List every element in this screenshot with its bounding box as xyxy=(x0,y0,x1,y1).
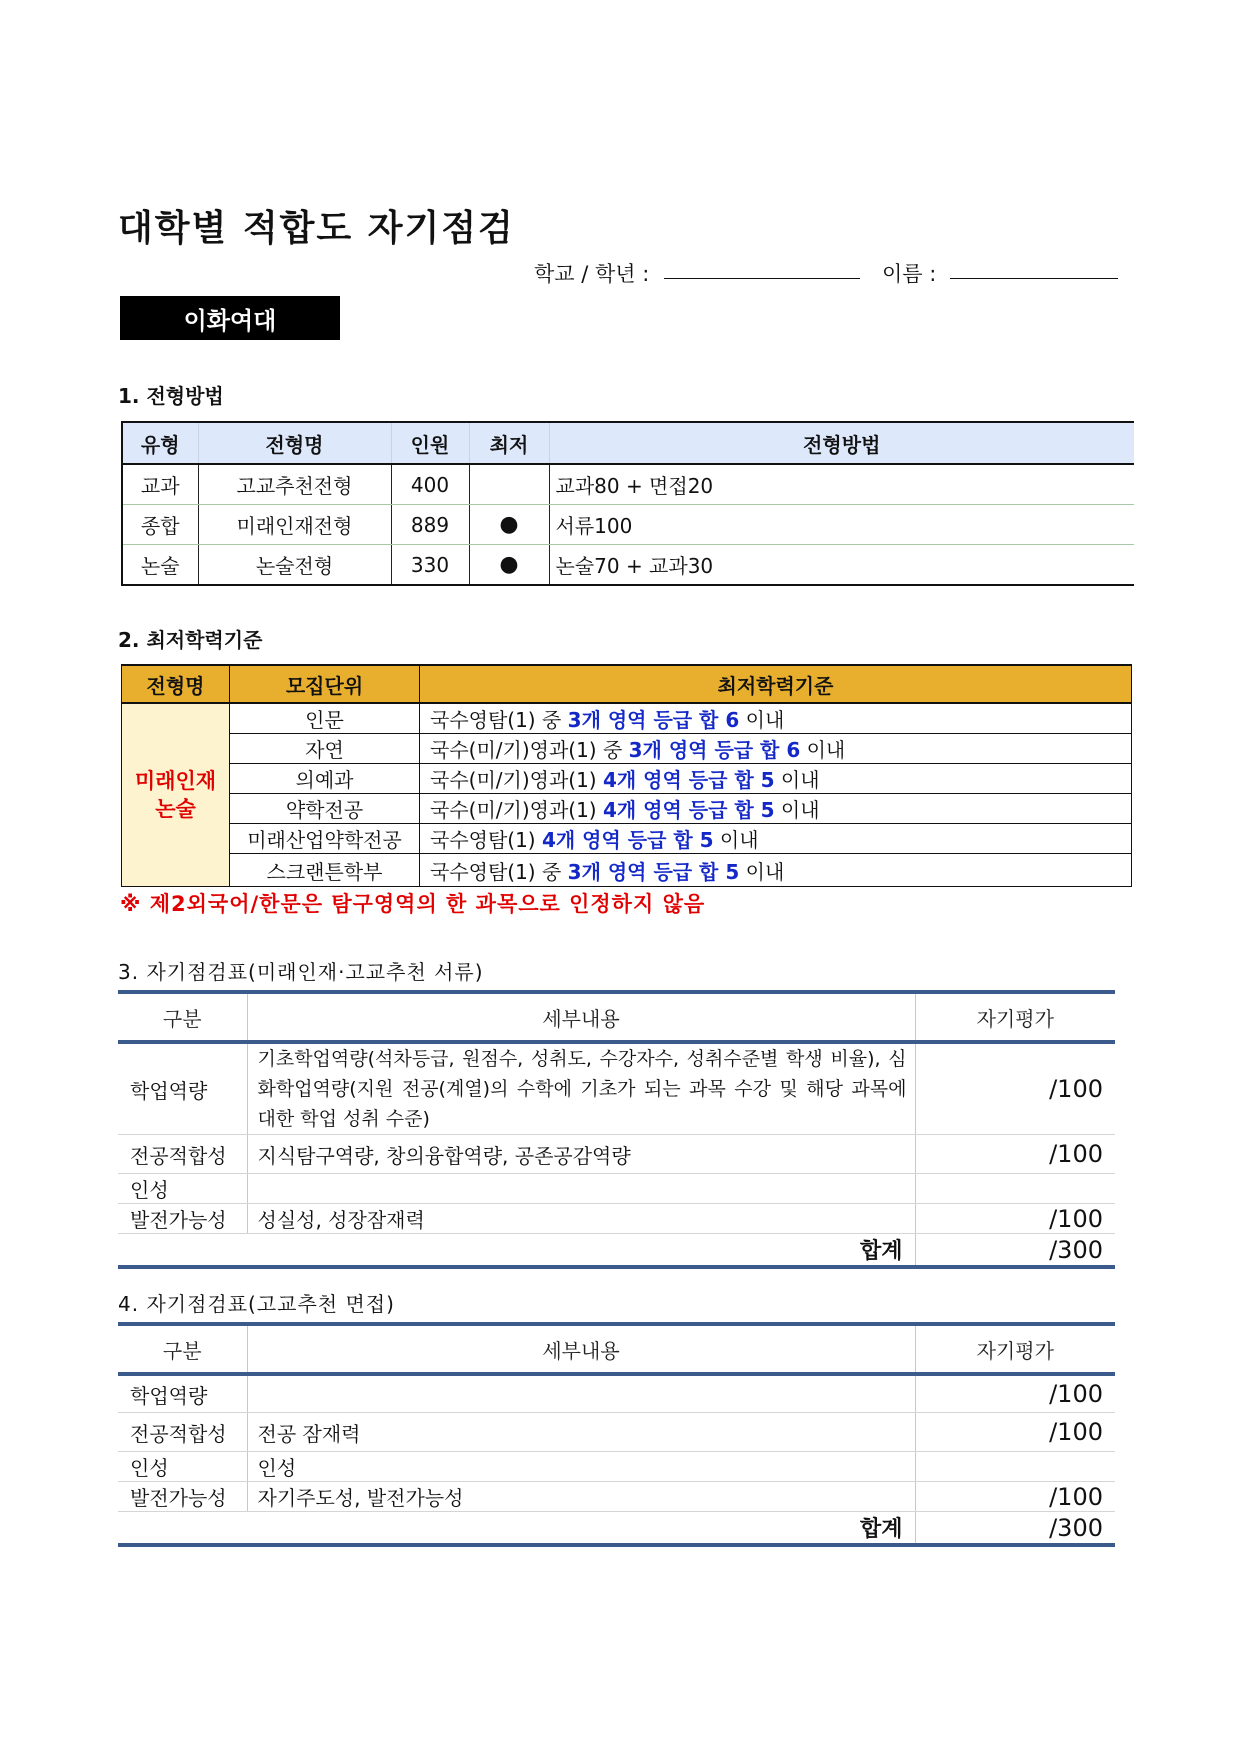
col-count: 인원 xyxy=(391,422,469,464)
cell-score[interactable]: /100 xyxy=(915,1204,1115,1234)
col-category: 구분 xyxy=(162,1006,202,1031)
table-row xyxy=(122,764,1132,794)
cell-unit: 인문 xyxy=(230,703,420,734)
section2-title: 2. 최저학력기준 xyxy=(118,628,263,652)
cell-type: 교과 xyxy=(122,464,198,505)
table-row xyxy=(118,1374,1115,1413)
cell-category: 학업역량 xyxy=(118,1374,247,1413)
cell-empty xyxy=(118,1234,247,1268)
cell-detail xyxy=(247,1374,915,1413)
criteria-grade-sum: 3개 영역 등급 합 6 xyxy=(628,738,801,762)
criteria-subjects: 국수영탐(1) 중 xyxy=(430,859,568,884)
cell-unit: 스크랜튼학부 xyxy=(230,854,420,887)
table-row xyxy=(122,545,1134,586)
criteria-subjects: 국수(미/기)영과(1) 중 xyxy=(430,738,629,762)
total-label: 합계 xyxy=(247,1234,915,1268)
cell-category: 전공적합성 xyxy=(118,1135,247,1174)
table-row xyxy=(122,734,1132,764)
col-category: 구분 xyxy=(162,1338,202,1363)
cell-category: 학업역량 xyxy=(118,1042,247,1135)
cell-score[interactable] xyxy=(915,1452,1115,1482)
cell-type: 논술 xyxy=(122,545,198,586)
cell-unit: 자연 xyxy=(230,734,420,764)
name-label: 이름 : xyxy=(882,262,937,286)
criteria-suffix: 이내 xyxy=(774,798,820,822)
table-row xyxy=(118,1174,1115,1204)
col-method: 전형방법 xyxy=(549,422,1134,464)
cell-name: 고교추천전형 xyxy=(198,464,391,505)
table-row xyxy=(118,1482,1115,1512)
foreign-language-note: ※ 제2외국어/한문은 탐구영역의 한 과목으로 인정하지 않음 xyxy=(120,892,706,916)
school-grade-blank xyxy=(664,278,860,279)
cell-detail: 성실성, 성장잠재력 xyxy=(247,1204,915,1234)
cell-detail xyxy=(247,1174,915,1204)
table-header-row xyxy=(118,992,1115,1042)
criteria-suffix: 이내 xyxy=(739,859,785,884)
cell-empty xyxy=(118,1512,247,1546)
col-detail: 세부내용 xyxy=(247,992,915,1042)
cell-score[interactable]: /100 xyxy=(915,1042,1115,1135)
cell-method: 교과80 + 면접20 xyxy=(549,464,1134,505)
cell-detail: 인성 xyxy=(247,1452,915,1482)
document-title: 대학별 적합도 자기점검 xyxy=(118,208,515,249)
col-unit: 모집단위 xyxy=(230,665,420,703)
cell-detail: 기초학업역량(석차등급, 원점수, 성취도, 수강자수, 성취수준별 학생 비율), 심화학업역량(지원 전공(계열)의 수학에 기초가 되는 과목 수강 및 해당 과목에 대한 학업 성취 수준) xyxy=(247,1042,915,1135)
document-self-check-table xyxy=(118,990,1115,1269)
cell-category: 인성 xyxy=(118,1174,247,1204)
cell-min xyxy=(469,464,549,505)
cell-criteria xyxy=(420,734,1132,764)
cell-criteria xyxy=(420,703,1132,734)
cell-criteria xyxy=(420,794,1132,824)
merged-track-cell: 미래인재 논술 xyxy=(122,703,230,887)
cell-criteria xyxy=(420,854,1132,887)
cell-category: 인성 xyxy=(118,1452,247,1482)
table-row xyxy=(122,505,1134,545)
cell-detail: 전공 잠재력 xyxy=(247,1413,915,1452)
cell-category: 발전가능성 xyxy=(118,1482,247,1512)
criteria-grade-sum: 4개 영역 등급 합 5 xyxy=(602,768,775,792)
cell-criteria xyxy=(420,824,1132,854)
table-row xyxy=(122,824,1132,854)
total-score[interactable]: /300 xyxy=(915,1234,1115,1268)
school-grade-label: 학교 / 학년 : xyxy=(534,262,650,286)
col-min: 최저 xyxy=(469,422,549,464)
cell-method: 논술70 + 교과30 xyxy=(549,545,1134,586)
criteria-suffix: 이내 xyxy=(713,828,759,852)
criteria-subjects: 국수영탐(1) 중 xyxy=(430,708,568,732)
table-row xyxy=(118,1452,1115,1482)
criteria-suffix: 이내 xyxy=(800,738,846,762)
table-row xyxy=(122,703,1132,734)
col-type: 유형 xyxy=(122,422,198,464)
table-row xyxy=(118,1135,1115,1174)
col-self-score: 자기평가 xyxy=(915,1324,1115,1374)
cell-unit: 약학전공 xyxy=(230,794,420,824)
cell-category: 발전가능성 xyxy=(118,1204,247,1234)
criteria-subjects: 국수(미/기)영과(1) xyxy=(430,798,603,822)
cell-type: 종합 xyxy=(122,505,198,545)
table-header-row xyxy=(118,1324,1115,1374)
table-header-row xyxy=(122,665,1132,703)
cell-category: 전공적합성 xyxy=(118,1413,247,1452)
cell-count: 889 xyxy=(391,505,469,545)
col-track: 전형명 xyxy=(122,665,230,703)
section4-title: 4. 자기점검표(고교추천 면접) xyxy=(118,1292,395,1316)
table-row xyxy=(118,1042,1115,1135)
cell-unit: 의예과 xyxy=(230,764,420,794)
table-row xyxy=(118,1204,1115,1234)
cell-count: 400 xyxy=(391,464,469,505)
criteria-suffix: 이내 xyxy=(774,768,820,792)
criteria-subjects: 국수영탐(1) xyxy=(430,828,542,852)
criteria-suffix: 이내 xyxy=(739,708,785,732)
cell-score[interactable] xyxy=(915,1174,1115,1204)
cell-criteria xyxy=(420,764,1132,794)
section3-title: 3. 자기점검표(미래인재·고교추천 서류) xyxy=(118,960,484,984)
minimum-standard-table xyxy=(121,664,1132,887)
name-blank xyxy=(950,278,1118,279)
cell-score[interactable]: /100 xyxy=(915,1413,1115,1452)
cell-unit: 미래산업약학전공 xyxy=(230,824,420,854)
criteria-grade-sum: 3개 영역 등급 합 6 xyxy=(567,708,740,732)
interview-self-check-table xyxy=(118,1322,1115,1547)
cell-method: 서류100 xyxy=(549,505,1134,545)
university-badge: 이화여대 xyxy=(120,296,340,340)
table-row xyxy=(122,464,1134,505)
total-row xyxy=(118,1512,1115,1546)
cell-min-dot: ● xyxy=(469,505,549,545)
total-row xyxy=(118,1234,1115,1268)
cell-score[interactable]: /100 xyxy=(915,1482,1115,1512)
table-header-row xyxy=(122,422,1134,464)
section1-title: 1. 전형방법 xyxy=(118,384,224,408)
cell-count: 330 xyxy=(391,545,469,586)
col-self-score: 자기평가 xyxy=(915,992,1115,1042)
criteria-subjects: 국수(미/기)영과(1) xyxy=(430,768,603,792)
table-row xyxy=(118,1413,1115,1452)
criteria-grade-sum: 3개 영역 등급 합 5 xyxy=(567,859,740,884)
cell-min-dot: ● xyxy=(469,545,549,586)
cell-score[interactable]: /100 xyxy=(915,1135,1115,1174)
col-criteria: 최저학력기준 xyxy=(420,665,1132,703)
cell-name: 미래인재전형 xyxy=(198,505,391,545)
cell-detail: 지식탐구역량, 창의융합역량, 공존공감역량 xyxy=(247,1135,915,1174)
cell-detail: 자기주도성, 발전가능성 xyxy=(247,1482,915,1512)
table-row xyxy=(122,794,1132,824)
col-name: 전형명 xyxy=(198,422,391,464)
total-label: 합계 xyxy=(247,1512,915,1546)
cell-score[interactable]: /100 xyxy=(915,1374,1115,1413)
criteria-grade-sum: 4개 영역 등급 합 5 xyxy=(541,828,714,852)
total-score[interactable]: /300 xyxy=(915,1512,1115,1546)
cell-name: 논술전형 xyxy=(198,545,391,586)
col-detail: 세부내용 xyxy=(247,1324,915,1374)
criteria-grade-sum: 4개 영역 등급 합 5 xyxy=(602,798,775,822)
table-row xyxy=(122,854,1132,887)
admission-method-table xyxy=(121,421,1134,586)
